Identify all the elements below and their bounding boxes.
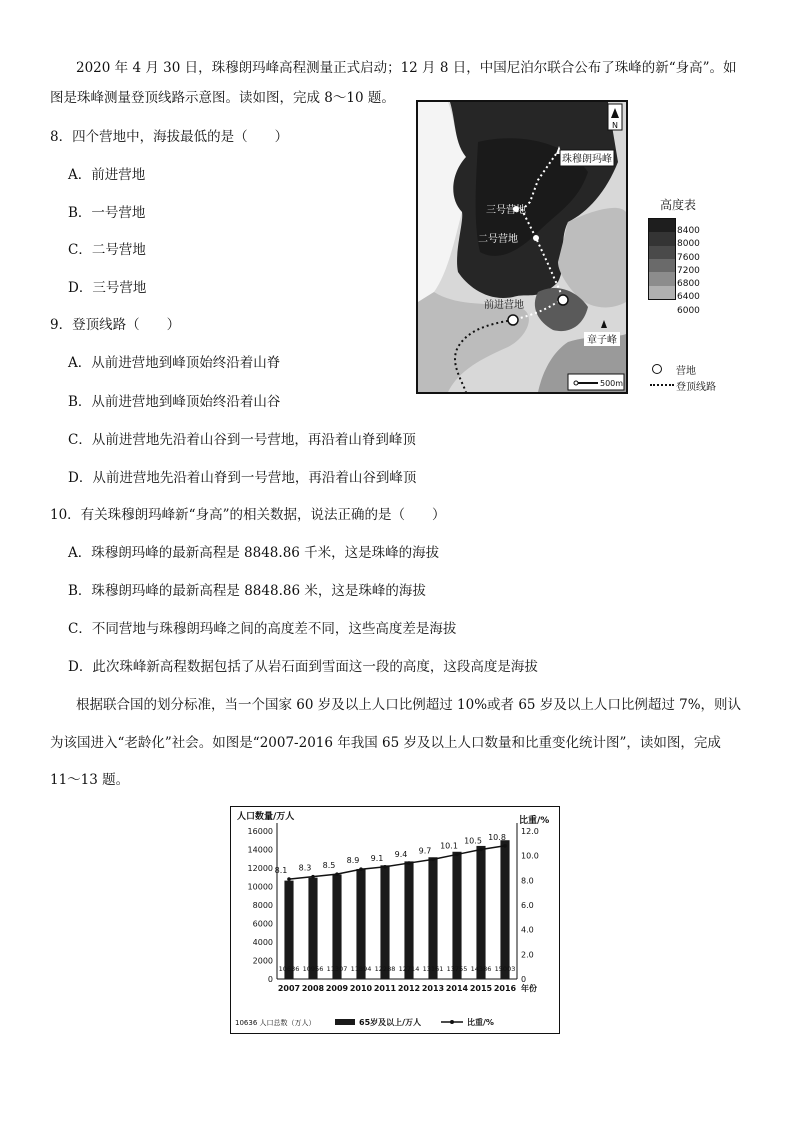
elevation-tick-5: 6400	[677, 292, 700, 303]
elevation-band-0	[649, 219, 675, 232]
q10-option-d: D．此次珠峰新高程数据包括了从岩石面到雪面这一段的高度，这段高度是海拔	[68, 659, 538, 675]
elevation-tick-labels	[677, 225, 700, 318]
ratio-point	[287, 877, 291, 881]
ratio-point	[359, 867, 363, 871]
y-right-tick-label: 2.0	[521, 950, 534, 960]
population-bar-label: 14386	[470, 965, 492, 973]
population-bar	[356, 869, 365, 979]
ratio-point	[503, 844, 507, 848]
ratio-data-label: 9.4	[394, 850, 408, 860]
summit-label: 珠穆朗玛峰	[562, 154, 612, 165]
zhangzi-peak-label: 章子峰	[587, 335, 617, 346]
intro-2-line3: 11～13 题。	[50, 772, 130, 788]
elevation-tick-0: 8400	[677, 226, 700, 236]
population-bar	[308, 878, 317, 979]
elevation-color-bar	[648, 218, 676, 300]
y-left-tick-label: 2000	[252, 956, 273, 966]
ratio-data-label: 9.7	[418, 846, 432, 856]
q9-option-a: A．从前进营地到峰顶始终沿着山脊	[68, 355, 281, 371]
x-tick-label: 2009	[325, 984, 349, 993]
x-tick-label: 2016	[493, 984, 517, 993]
q10-option-a: A．珠穆朗玛峰的最新高程是 8848.86 千米，这是珠峰的海拔	[68, 545, 440, 561]
ratio-data-label: 8.5	[322, 861, 336, 871]
y-right-tick-label: 0	[521, 975, 527, 984]
q8-option-c: C．二号营地	[68, 242, 146, 258]
everest-route-map	[416, 100, 628, 394]
elevation-tick-3: 7200	[677, 265, 700, 276]
camp-3-label: 三号营地	[486, 205, 526, 216]
y-left-tick-label: 4000	[252, 938, 273, 947]
population-bar-label: 11894	[350, 965, 372, 973]
ratio-point	[383, 865, 387, 869]
population-bar-label: 10636	[278, 965, 300, 973]
population-bar	[476, 846, 485, 979]
ratio-point	[407, 861, 411, 865]
legend-route-row	[650, 378, 750, 392]
population-bar	[428, 857, 437, 979]
ratio-point	[431, 858, 435, 862]
ratio-data-label: 9.1	[370, 853, 384, 863]
x-axis-label: 年份	[521, 984, 537, 993]
elevation-tick-4: 6800	[677, 279, 700, 290]
population-bar-label: 11307	[326, 965, 348, 973]
population-aging-chart	[230, 806, 560, 1034]
elevation-tick-2: 7600	[677, 252, 700, 263]
elevation-band-3	[649, 259, 675, 272]
y-left-tick-label: 6000	[252, 919, 273, 929]
ratio-data-label: 8.9	[346, 856, 360, 866]
ratio-point	[479, 848, 483, 852]
y-right-tick-label: 4.0	[521, 925, 534, 935]
y-left-tick-label: 0	[267, 975, 273, 984]
y-left-tick-label: 8000	[252, 901, 273, 910]
elevation-band-1	[649, 232, 675, 245]
population-bar	[332, 874, 341, 979]
q8-option-a: A．前进营地	[68, 167, 146, 183]
x-tick-label: 2007	[277, 984, 301, 993]
advance-camp-marker	[508, 315, 518, 325]
elevation-tick-6: 6000	[677, 305, 700, 316]
population-bar	[404, 861, 413, 979]
ratio-data-label: 10.1	[440, 841, 458, 851]
legend-note: 10636 人口总数（万人）	[235, 1019, 316, 1027]
y-left-tick-label: 16000	[247, 827, 273, 836]
x-tick-label: 2015	[469, 984, 493, 993]
camp-2-label: 二号营地	[478, 234, 518, 245]
advance-camp-label: 前进营地	[484, 300, 524, 311]
population-bar-label: 13161	[422, 965, 444, 973]
legend-route-label: 登顶线路	[676, 382, 716, 393]
y-right-tick-label: 8.0	[521, 876, 534, 886]
population-bar-label: 15003	[494, 965, 516, 973]
x-tick-label: 2012	[397, 984, 421, 993]
y-right-tick-label: 10.0	[521, 851, 539, 861]
scale-bar-end-icon	[574, 381, 578, 385]
legend-bar-swatch	[335, 1019, 355, 1025]
x-tick-label: 2011	[373, 984, 397, 993]
y-right-tick-label: 6.0	[521, 901, 534, 910]
elevation-tick-1: 8000	[677, 239, 700, 250]
ratio-point	[335, 872, 339, 876]
intro-2-line1: 根据联合国的划分标准，当一个国家 60 岁及以上人口比例超过 10%或者 65 岁及以上人口比例超过 7%，则认	[76, 697, 742, 713]
population-bar	[452, 852, 461, 979]
camp-1-marker	[558, 295, 568, 305]
ratio-data-label: 10.5	[464, 836, 482, 846]
ratio-data-label: 8.3	[298, 863, 312, 873]
elevation-band-2	[649, 246, 675, 259]
population-bar-label: 13755	[446, 965, 468, 973]
chart-graphic	[231, 807, 558, 1032]
camp-2-marker	[533, 235, 539, 241]
population-bar-label: 10956	[302, 965, 324, 973]
population-bar	[380, 865, 389, 979]
q9-option-d: D．从前进营地先沿着山脊到一号营地，再沿着山谷到峰顶	[68, 470, 417, 486]
legend-camp-label: 营地	[676, 366, 696, 377]
population-bar-label: 12714	[398, 965, 420, 973]
chart-ylabel-left: 人口数量/万人	[237, 812, 295, 822]
population-bar	[500, 840, 509, 979]
ratio-data-label: 8.1	[274, 866, 288, 876]
elevation-band-4	[649, 272, 675, 285]
x-tick-label: 2010	[349, 984, 373, 993]
legend-camp-row	[650, 362, 740, 376]
q10-option-c: C．不同营地与珠穆朗玛峰之间的高度差不同，这些高度差是海拔	[68, 621, 457, 637]
q9-option-c: C．从前进营地先沿着山谷到一号营地，再沿着山脊到峰顶	[68, 432, 416, 448]
q9-option-b: B．从前进营地到峰顶始终沿着山谷	[68, 394, 281, 410]
ratio-data-label: 10.8	[488, 832, 506, 842]
intro-1-line1: 2020 年 4 月 30 日，珠穆朗玛峰高程测量正式启动；12 月 8 日，中国尼泊尔联合公布了珠峰的新“身高”。如	[76, 60, 737, 76]
legend-title: 高度表	[660, 198, 697, 212]
chart-ylabel-right: 比重/%	[519, 816, 550, 826]
y-left-tick-label: 10000	[247, 882, 273, 892]
map-graphic	[418, 102, 626, 392]
question-9-stem: 9．登顶线路（ ）	[50, 317, 181, 333]
legend-line-marker	[450, 1020, 454, 1024]
intro-2-line2: 为该国进入“老龄化”社会。如图是“2007-2016 年我国 65 岁及以上人口数量和比重变化统计图”，读如图，完成	[50, 735, 721, 751]
chart-marks	[235, 823, 539, 1027]
intro-1-line2: 图是珠峰测量登顶线路示意图。读如图，完成 8～10 题。	[50, 90, 395, 106]
legend-route-icon	[650, 384, 674, 386]
elevation-band-5	[649, 286, 675, 299]
population-bar-label: 12288	[374, 965, 396, 973]
y-left-tick-label: 12000	[247, 864, 273, 873]
north-label: N	[612, 121, 618, 130]
question-10-stem: 10．有关珠穆朗玛峰新“身高”的相关数据，说法正确的是（ ）	[50, 507, 446, 523]
y-left-tick-label: 14000	[247, 845, 273, 855]
y-right-tick-label: 12.0	[521, 827, 539, 836]
q8-option-b: B．一号营地	[68, 205, 146, 221]
x-tick-label: 2008	[301, 984, 325, 993]
ratio-point	[455, 853, 459, 857]
legend-line-label: 比重/%	[467, 1018, 494, 1027]
ratio-point	[311, 875, 315, 879]
x-tick-label: 2014	[445, 984, 469, 993]
q8-option-d: D．三号营地	[68, 280, 147, 296]
legend-bar-label: 65岁及以上/万人	[359, 1018, 422, 1027]
question-8-stem: 8．四个营地中，海拔最低的是（ ）	[50, 129, 289, 145]
q10-option-b: B．珠穆朗玛峰的最新高程是 8848.86 米，这是珠峰的海拔	[68, 583, 426, 599]
legend-camp-icon	[652, 364, 662, 374]
scale-bar-label: 500m	[600, 379, 624, 388]
x-tick-label: 2013	[421, 984, 445, 993]
